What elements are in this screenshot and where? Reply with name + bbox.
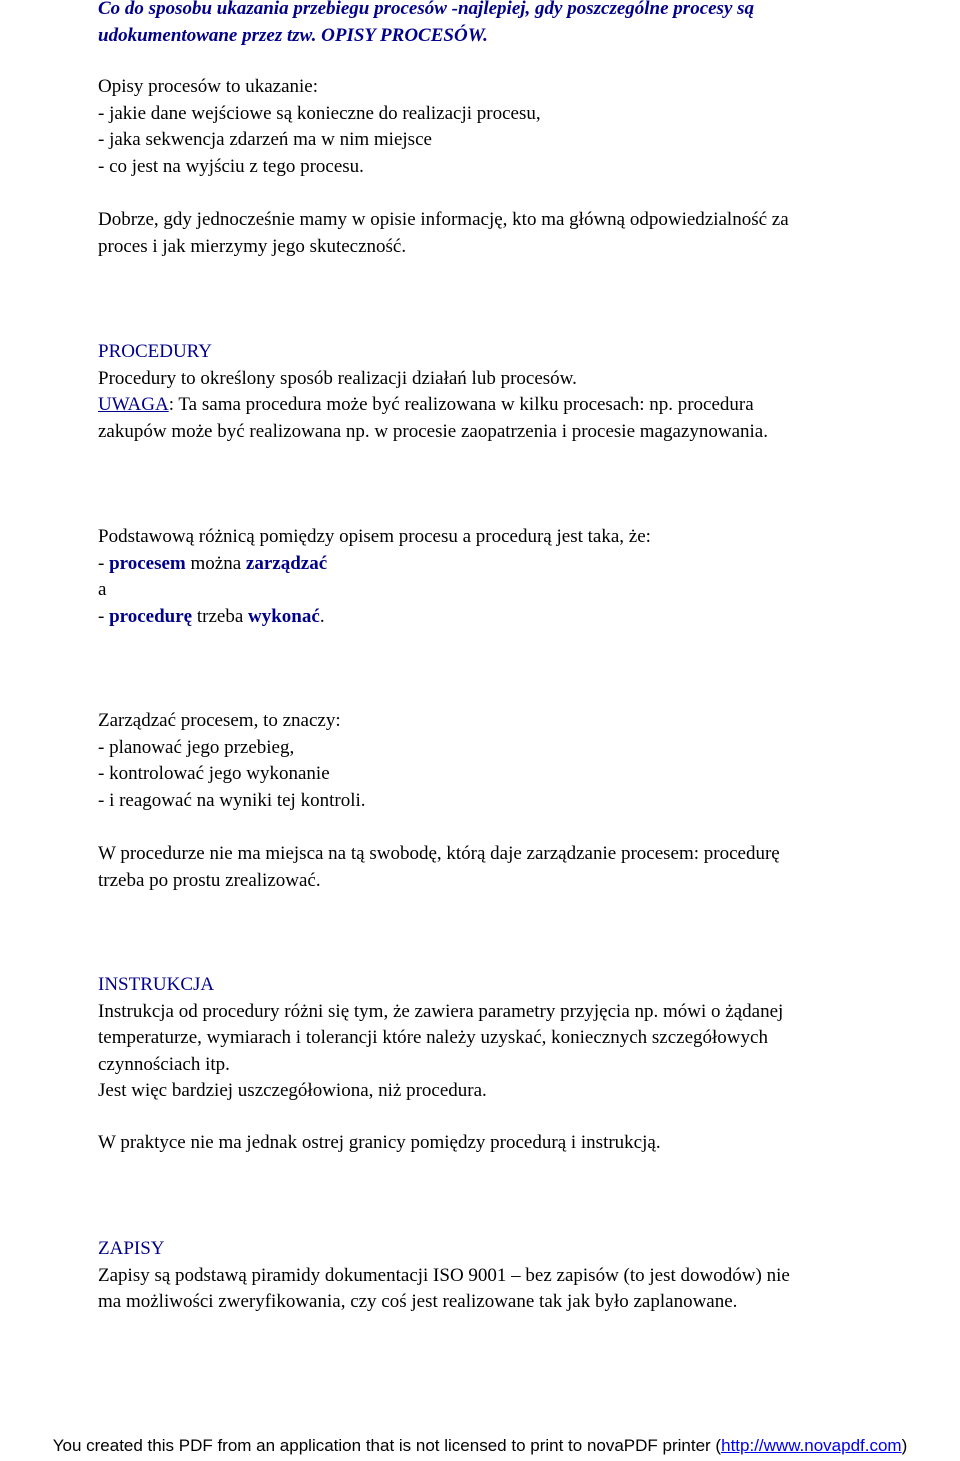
text-line: - i reagować na wyniki tej kontroli. [98, 789, 366, 811]
process-description-paragraph [98, 74, 541, 180]
text-line: W procedurze nie ma miejsca na tą swobodę, którą daje zarządzanie procesem: procedurę [98, 843, 780, 864]
text-line: W praktyce nie ma jednak ostrej granicy pomiędzy procedurą i instrukcją. [98, 1132, 661, 1153]
text-fragment: trzeba [192, 605, 249, 627]
text-fragment: . [319, 605, 325, 627]
procedury-section [98, 339, 768, 445]
text-line: - planować jego przebieg, [98, 736, 295, 758]
text-line: - co jest na wyjściu z tego procesu. [98, 155, 364, 177]
text-line: Zarządzać procesem, to znaczy: [98, 710, 341, 731]
procedure-execute-line [98, 604, 651, 631]
text-line: Procedury to określony sposób realizacji działań lub procesów. [98, 367, 577, 389]
footer-text: You created this PDF from an application that is not licensed to print to novaPDF printer ( [52, 1436, 722, 1455]
text-line: - jaka sekwencja zdarzeń ma w nim miejsce [98, 129, 432, 150]
text-line: ma możliwości zweryfikowania, czy coś jest realizowane tak jak było zaplanowane. [98, 1291, 738, 1312]
uwaga-label: UWAGA [98, 394, 169, 415]
responsibility-paragraph [98, 207, 789, 260]
zapisy-section [98, 1236, 790, 1316]
text-line: Jest więc bardziej uszczegółowiona, niż procedura. [98, 1080, 487, 1101]
practice-paragraph [98, 1130, 661, 1157]
text-line: trzeba po prostu zrealizować. [98, 869, 321, 891]
text-line: Zapisy są podstawą piramidy dokumentacji ISO 9001 – bez zapisów (to jest dowodów) nie [98, 1264, 790, 1286]
emphasis-wykonac: wykonać [248, 605, 320, 627]
text-line: Instrukcja od procedury różni się tym, że zawiera parametry przyjęcia np. mówi o żądanej [98, 1000, 784, 1022]
text-line: temperaturze, wymiarach i tolerancji które należy uzyskać, koniecznych szczegółowych [98, 1027, 768, 1048]
intro-line: udokumentowane przez tzw. OPISY PROCESÓW. [98, 24, 488, 46]
section-heading-zapisy: ZAPISY [98, 1238, 165, 1259]
text-line: Opisy procesów to ukazanie: [98, 76, 319, 97]
procedure-note-paragraph [98, 841, 780, 894]
text-line: - kontrolować jego wykonanie [98, 763, 330, 784]
pdf-license-footer [0, 1435, 960, 1457]
emphasis-zarzadzac: zarządzać [245, 552, 328, 574]
text-line: proces i jak mierzymy jego skuteczność. [98, 235, 407, 257]
novapdf-link[interactable]: http://www.novapdf.com [721, 1436, 902, 1455]
manage-paragraph [98, 708, 366, 814]
section-heading-procedury: PROCEDURY [98, 341, 213, 362]
difference-paragraph [98, 524, 651, 630]
text-line: - jakie dane wejściowe są konieczne do realizacji procesu, [98, 102, 541, 124]
intro-line: Co do sposobu ukazania przebiegu procesów -najlepiej, gdy poszczególne procesy są [98, 0, 755, 19]
intro-paragraph [98, 0, 754, 49]
text-line: zakupów może być realizowana np. w procesie zaopatrzenia i procesie magazynowania. [98, 420, 768, 442]
dash: - [98, 605, 110, 627]
text-fragment: można [185, 552, 246, 574]
uwaga-line [98, 392, 768, 419]
process-manage-line [98, 551, 651, 578]
text-line: a [98, 579, 107, 600]
emphasis-procedure: procedurę [109, 605, 193, 627]
text-line: czynnościach itp. [98, 1053, 230, 1075]
uwaga-text: : Ta sama procedura może być realizowana w kilku procesach: np. procedura [168, 394, 754, 415]
section-heading-instrukcja: INSTRUKCJA [98, 974, 215, 995]
footer-text-end: ) [901, 1436, 908, 1455]
text-line: Podstawową różnicą pomiędzy opisem procesu a procedurą jest taka, że: [98, 526, 651, 547]
dash: - [98, 552, 110, 574]
instrukcja-section [98, 972, 783, 1105]
emphasis-procesem: procesem [109, 552, 186, 574]
text-line: Dobrze, gdy jednocześnie mamy w opisie informację, kto ma główną odpowiedzialność za [98, 209, 789, 230]
